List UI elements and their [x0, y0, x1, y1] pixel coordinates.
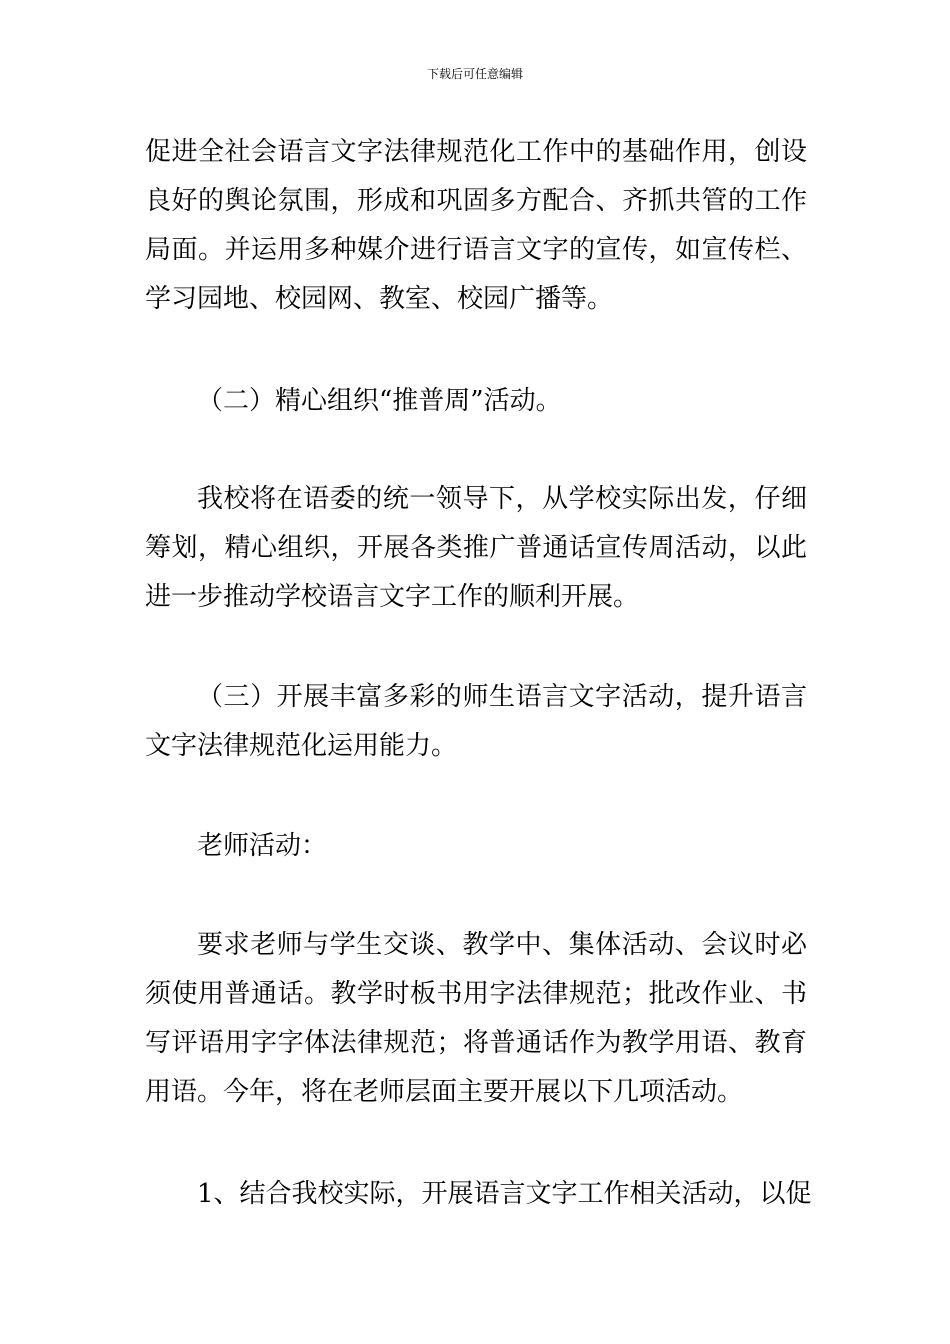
paragraph-line: 须使用普通话。教学时板书用字法律规范；批改作业、书 — [145, 979, 807, 1009]
paragraph-line: 进一步推动学校语言文字工作的顺利开展。 — [145, 582, 640, 612]
paragraph-line: 我校将在语委的统一领导下，从学校实际出发，仔细 — [197, 484, 807, 514]
body-paragraph — [145, 128, 807, 324]
body-paragraph — [145, 475, 807, 622]
paragraph-line: 写评语用字字体法律规范；将普通话作为教学用语、教育 — [145, 1028, 807, 1058]
numbered-item — [145, 1170, 812, 1219]
paragraph-line: 筹划，精心组织，开展各类推广普通话宣传周活动，以此 — [145, 533, 807, 563]
paragraph-line: 促进全社会语言文字法律规范化工作中的基础作用，创设 — [145, 137, 807, 167]
paragraph-line: 用语。今年，将在老师层面主要开展以下几项活动。 — [145, 1077, 744, 1107]
paragraph-line: 局面。并运用多种媒介进行语言文字的宣传，如宣传栏、 — [145, 235, 807, 265]
paragraph-line: （二）精心组织“推普周”活动。 — [197, 386, 562, 416]
paragraph-line: （三）开展丰富多彩的师生语言文字活动，提升语言 — [197, 682, 807, 712]
paragraph-line: 1、结合我校实际，开展语言文字工作相关活动，以促 — [197, 1179, 812, 1209]
paragraph-line: 学习园地、校园网、教室、校园广播等。 — [145, 284, 614, 314]
section-heading-2 — [145, 377, 807, 426]
body-paragraph — [145, 921, 807, 1117]
paragraph-line: 良好的舆论氛围，形成和巩固多方配合、齐抓共管的工作 — [145, 186, 807, 216]
section-heading-3 — [145, 673, 807, 771]
paragraph-line: 要求老师与学生交谈、教学中、集体活动、会议时必 — [197, 930, 807, 960]
paragraph-line: 文字法律规范化运用能力。 — [145, 731, 458, 761]
page-header-note: 下载后可任意编辑 — [426, 67, 523, 81]
subheading-teacher-activities — [145, 822, 807, 871]
paragraph-line: 老师活动： — [197, 831, 328, 861]
